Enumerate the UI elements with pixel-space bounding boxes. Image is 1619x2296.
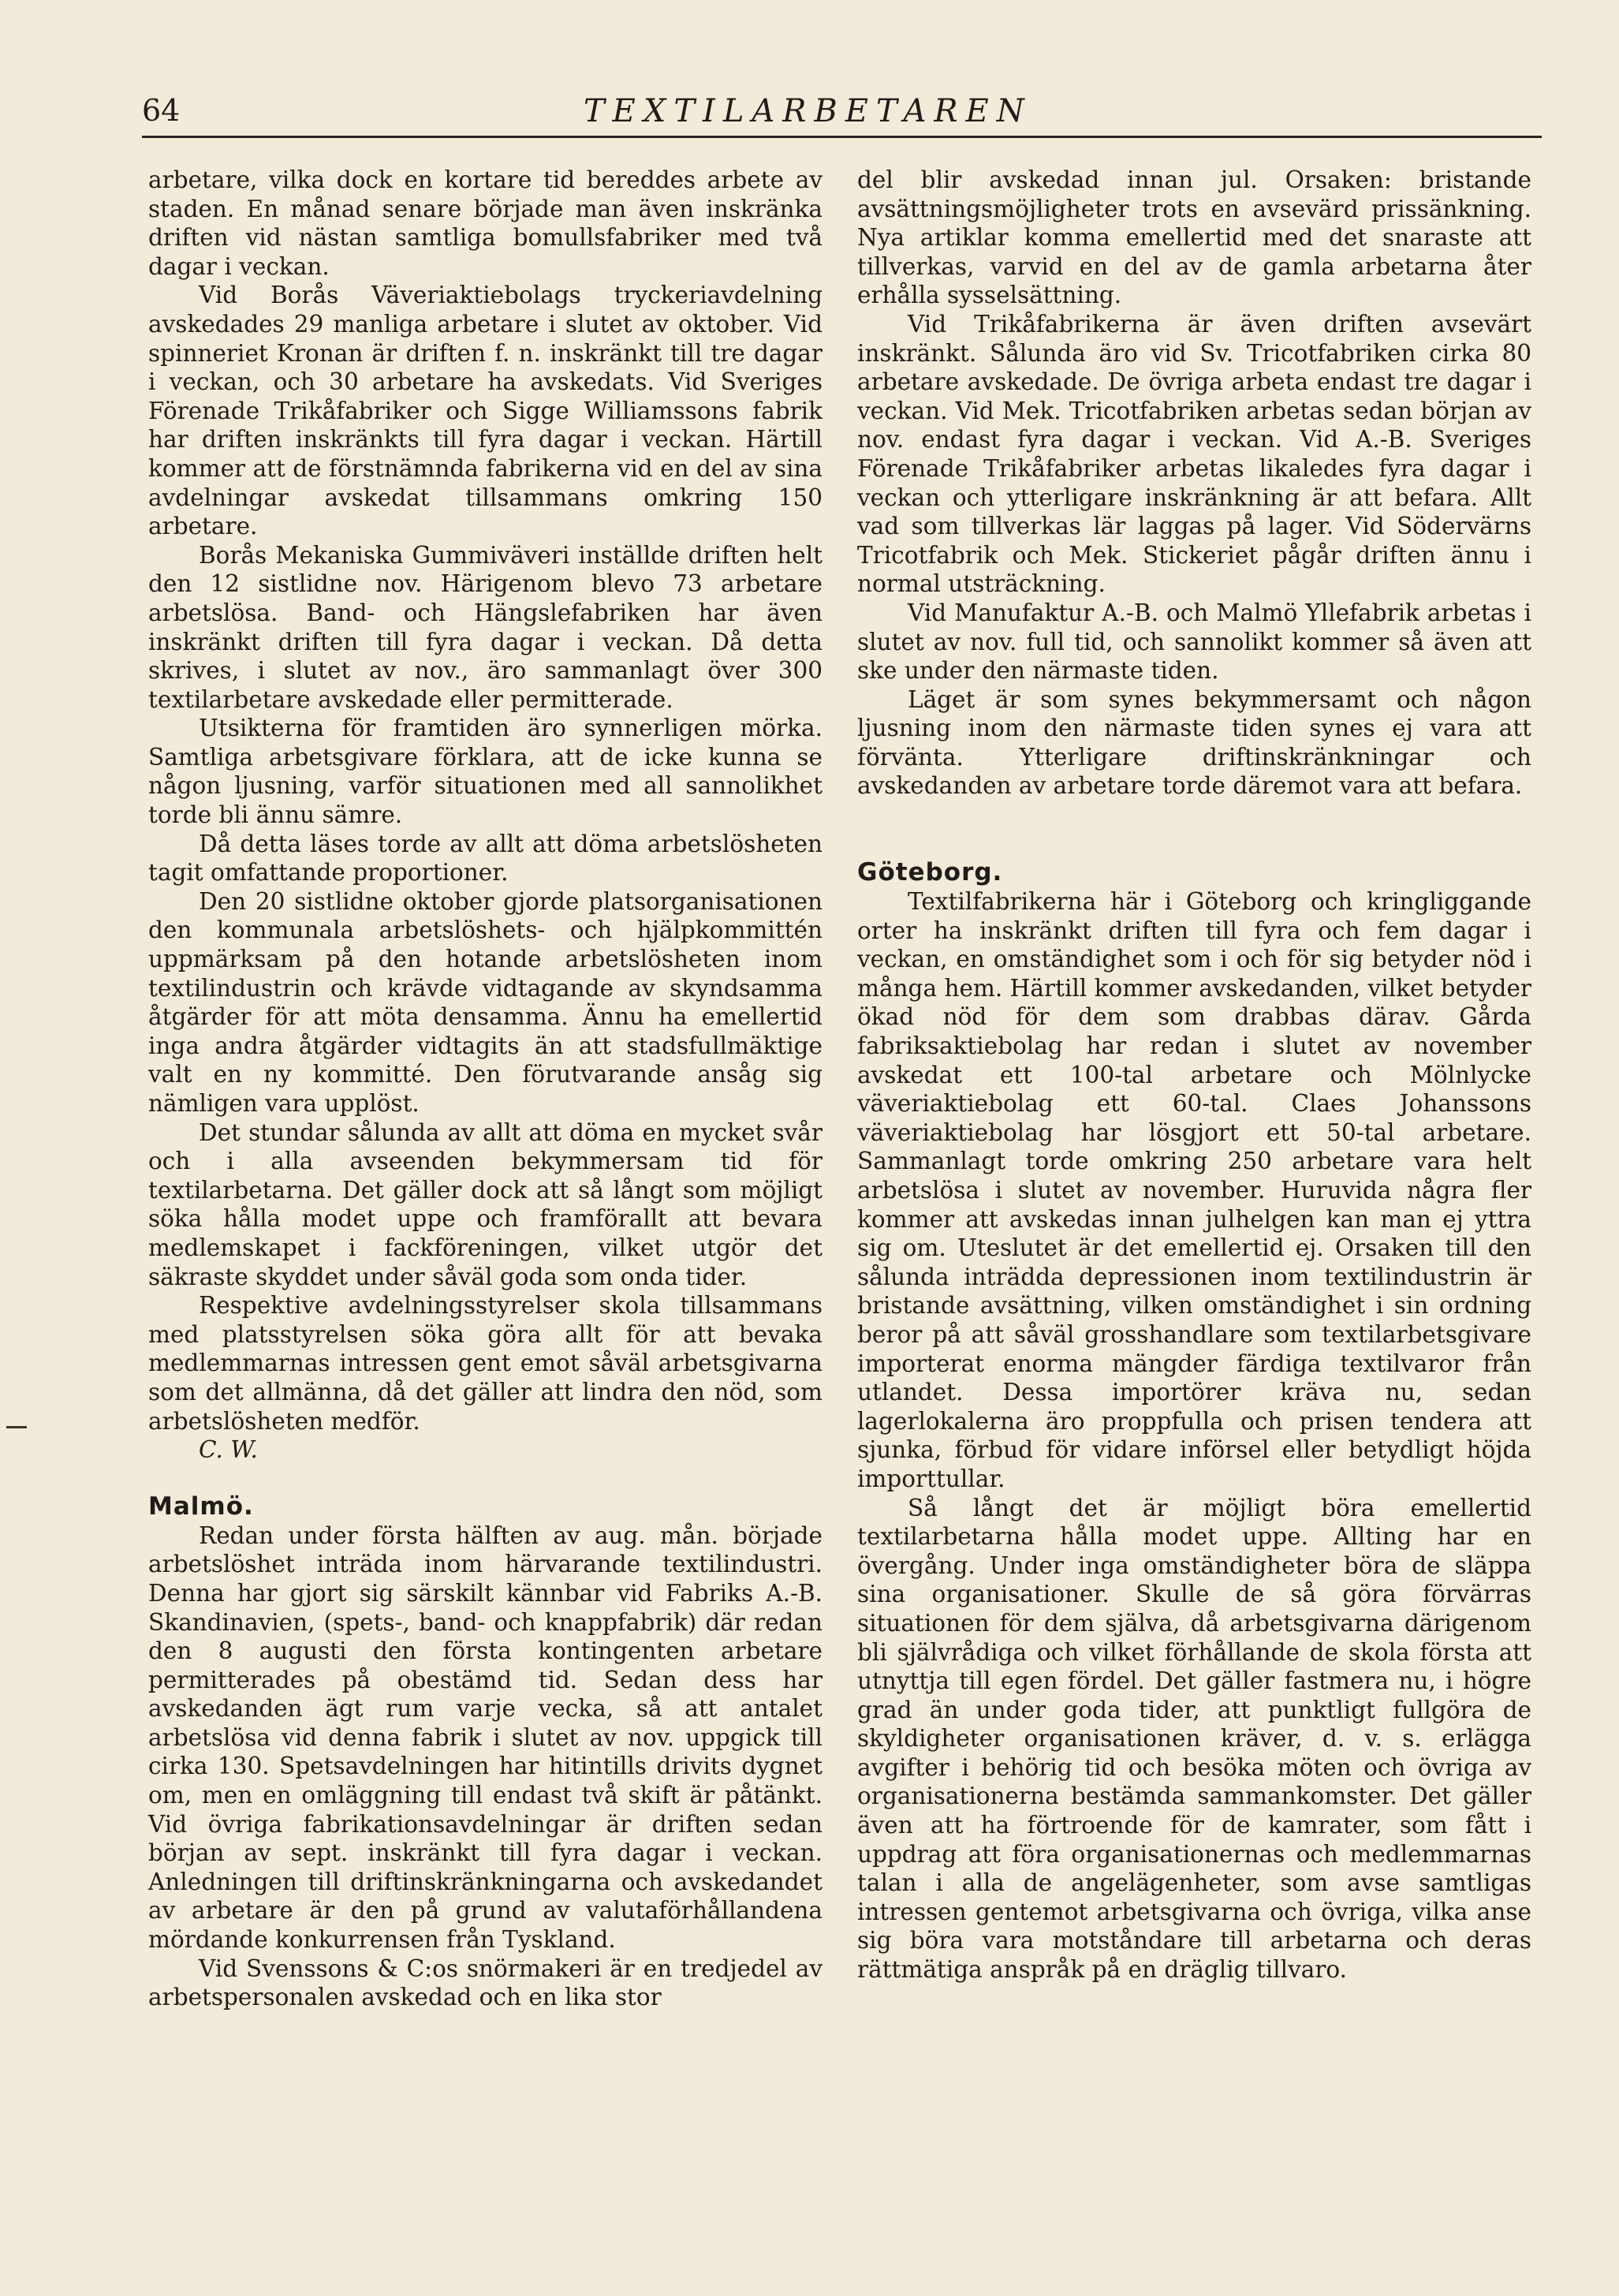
article-paragraph: del blir avskedad innan jul. Orsaken: bristande avsättningsmöjligheter trots en avsevärd prissänkning. Nya artiklar komma emellertid med det snaraste att tillverkas, varvid en del av de gamla arbetarna åter erhålla sysselsättning. <box>857 166 1531 309</box>
right-column <box>857 166 1531 1984</box>
page-number: 64 <box>142 93 181 128</box>
left-column <box>148 166 823 2012</box>
article-paragraph: Borås Mekaniska Gummiväveri inställde driften helt den 12 sistlidne nov. Härigenom blevo 73 arbetare arbetslösa. Band- och Hängslefabriken har även inskränkt driften till fyra dagar i veckan. Då detta skrives, i slutet av nov., äro sammanlagt över 300 textilarbetare avskedade eller permitterade. <box>148 541 823 713</box>
article-paragraph: Utsikterna för framtiden äro synnerligen mörka. Samtliga arbetsgivare förklara, att de icke kunna se någon ljusning, varför situationen med all sannolikhet torde bli ännu sämre. <box>148 715 823 829</box>
page-header <box>142 93 1542 140</box>
article-paragraph: Respektive avdelningsstyrelser skola tillsammans med platsstyrelsen söka göra allt för att bevaka medlemmarnas intressen gent emot såväl arbetsgivarna som det allmänna, då det gäller att lindra den nöd, som arbetslösheten medför. <box>148 1292 823 1435</box>
article-paragraph: Vid Trikåfabrikerna är även driften avsevärt inskränkt. Sålunda äro vid Sv. Tricotfabriken cirka 80 arbetare avskedade. De övriga arbeta endast tre dagar i veckan. Vid Mek. Tricotfabriken arbetas sedan början av nov. endast fyra dagar i veckan. Vid A.-B. Sveriges Förenade Trikåfabriker arbetas likaledes fyra dagar i veckan och ytterligare inskränkning är att befara. Allt vad som tillverkas lär laggas på lager. Vid Södervärns Tricotfabrik och Mek. Stickeriet pågår driften ännu i normal utsträckning. <box>857 310 1531 598</box>
author-signature: C. W. <box>199 1436 258 1464</box>
article-paragraph: Läget är som synes bekymmersamt och någon ljusning inom den närmaste tiden synes ej vara att förvänta. Ytterligare driftinskränkningar och avskedanden av arbetare torde däremot vara att befara. <box>857 685 1531 800</box>
article-paragraph: Så långt det är möjligt böra emellertid textilarbetarna hålla modet uppe. Allting har en övergång. Under inga omständigheter böra de släppa sina organisationer. Skulle de så göra förvärras situationen för dem själva, då arbetsgivarna därigenom bli självrådiga och vilket förhållande de skola första att utnyttja till egen fördel. Det gäller fastmera nu, i högre grad än under goda tider, att punktligt fullgöra de skyldigheter organisationen kräver, d. v. s. erlägga avgifter i behörig tid och besöka möten och övriga av organisationerna bestämda sammankomster. Det gäller även att ha förtroende för de kamrater, som fått i uppdrag att föra organisationernas och medlemmarnas talan i alla de angelägenheter, som avse samtligas intressen gentemot arbetsgivarna och övriga, vilka anse sig böra vara motståndare till arbetarna och deras rättmätiga anspråk på en dräglig tillvaro. <box>857 1494 1531 1984</box>
article-paragraph: Den 20 sistlidne oktober gjorde platsorganisationen den kommunala arbetslöshets- och hjälpkommittén uppmärksam på den hotande arbetslösheten inom textilindustrin och krävde vidtagande av skyndsamma åtgärder för att möta densamma. Ännu ha emellertid inga andra åtgärder vidtagits än att stadsfullmäktige valt en ny kommitté. Den förutvarande ansåg sig nämligen vara upplöst. <box>148 887 823 1117</box>
section-heading-malmo: Malmö. <box>148 1491 254 1521</box>
article-paragraph: Då detta läses torde av allt att döma arbetslösheten tagit omfattande proportioner. <box>148 830 823 887</box>
article-paragraph: arbetare, vilka dock en kortare tid bereddes arbete av staden. En månad senare började man även inskränka driften vid nästan samtliga bomullsfabriker med två dagar i veckan. <box>148 166 823 280</box>
section-heading-goteborg: Göteborg. <box>857 858 1003 887</box>
article-paragraph: Det stundar sålunda av allt att döma en mycket svår och i alla avseenden bekymmersam tid för textilarbetarna. Det gäller dock att så långt som möjligt söka hålla modet uppe och framförallt att bevara medlemskapet i fackföreningen, vilket utgör det säkraste skyddet under såväl goda som onda tider. <box>148 1118 823 1290</box>
article-paragraph: Textilfabrikerna här i Göteborg och kringliggande orter ha inskränkt driften till fyra och fem dagar i veckan, en omständighet som i och för sig betyder nöd i många hem. Härtill kommer avskedanden, vilket betyder ökad nöd för dem som drabbas därav. Gårda fabriksaktiebolag har redan i slutet av november avskedat ett 100-tal arbetare och Mölnlycke väveriaktiebolag ett 60-tal. Claes Johanssons väveriaktiebolag har lösgjort ett 50-tal arbetare. Sammanlagt torde omkring 250 arbetare vara helt arbetslösa i slutet av november. Huruvida några fler kommer att avskedas innan julhelgen kan man ej yttra sig om. Uteslutet är det emellertid ej. Orsaken till den sålunda inträdda depressionen inom textilindustrin är bristande avsättning, vilken omständighet i sin ordning beror på att såväl grosshandlare som textilarbetsgivare importerat enorma mängder färdiga textilvaror från utlandet. Dessa importörer kräva nu, sedan lagerlokalerna äro proppfulla och prisen tendera att sjunka, förbud för vidare införsel eller betydligt höjda importtullar. <box>857 888 1531 1492</box>
article-paragraph: Redan under första hälften av aug. mån. började arbetslöshet inträda inom härvarande textilindustri. Denna har gjort sig särskilt kännbar vid Fabriks A.-B. Skandinavien, (spets-, band- och knappfabrik) där redan den 8 augusti den första kontingenten arbetare permitterades på obestämd tid. Sedan dess har avskedanden ägt rum varje vecka, så att antalet arbetslösa vid denna fabrik i slutet av nov. uppgick till cirka 130. Spetsavdelningen har hitintills drivits dygnet om, men en omläggning till endast två skift är påtänkt. Vid övriga fabrikationsavdelningar är driften sedan början av sept. inskränkt till fyra dagar i veckan. Anledningen till driftinskränkningarna och avskedandet av arbetare är den på grund av valutaförhållandena mördande konkurrensen från Tyskland. <box>148 1521 823 1954</box>
article-paragraph: Vid Svenssons & C:os snörmakeri är en tredjedel av arbetspersonalen avskedad och en lika stor <box>148 1954 823 2011</box>
header-rule <box>142 136 1542 138</box>
running-title: TEXTILARBETAREN <box>584 93 1032 129</box>
margin-mark <box>6 1426 27 1428</box>
article-paragraph: Vid Borås Väveriaktiebolags tryckeriavdelning avskedades 29 manliga arbetare i slutet av oktober. Vid spinneriet Kronan är driften f. n. inskränkt till tre dagar i veckan, och 30 arbetare ha avskedats. Vid Sveriges Förenade Trikåfabriker och Sigge Williamssons fabrik har driften inskränkts till fyra dagar i veckan. Härtill kommer att de förstnämnda fabrikerna vid en del av sina avdelningar avskedat tillsammans omkring 150 arbetare. <box>148 282 823 540</box>
article-paragraph: Vid Manufaktur A.-B. och Malmö Yllefabrik arbetas i slutet av nov. full tid, och sannolikt kommer så även att ske under den närmaste tiden. <box>857 599 1531 685</box>
